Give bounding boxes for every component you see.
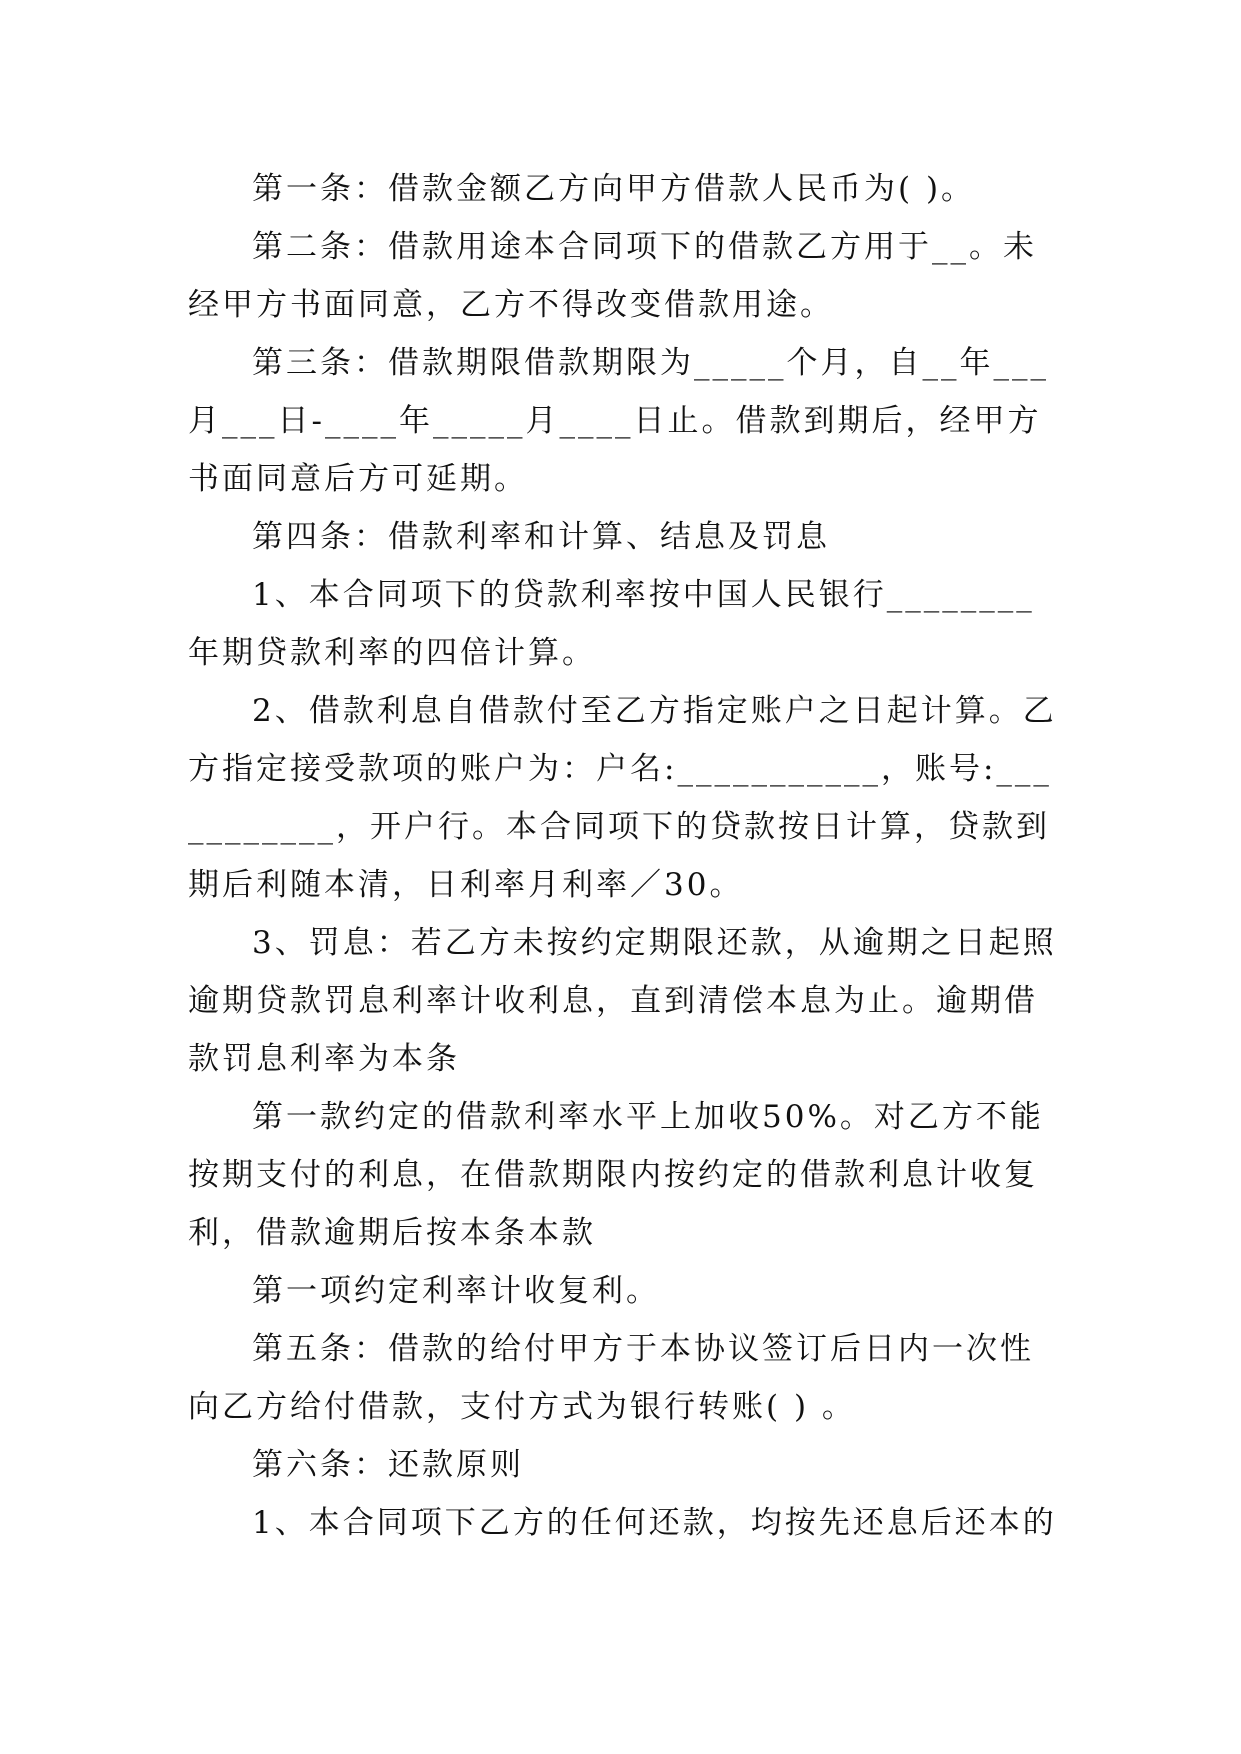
paragraph-article-4-item-3: 3、罚息：若乙方未按约定期限还款，从逾期之日起照逾期贷款罚息利率计收利息，直到清偿本息为止。逾期借款罚息利率为本条	[188, 925, 1057, 1077]
document-body	[188, 160, 1058, 1552]
paragraph-article-2: 第二条：借款用途本合同项下的借款乙方用于__。未经甲方书面同意，乙方不得改变借款用途。	[188, 229, 1037, 323]
paragraph-article-1: 第一条：借款金额乙方向甲方借款人民币为( )。	[252, 171, 976, 207]
paragraph-article-4-item-1: 1、本合同项下的贷款利率按中国人民银行________年期贷款利率的四倍计算。	[188, 577, 1035, 671]
paragraph-clause-1: 第一款约定的借款利率水平上加收50%。对乙方不能按期支付的利息，在借款期限内按约定的借款利息计收复利，借款逾期后按本条本款	[188, 1099, 1044, 1251]
paragraph-item-1: 第一项约定利率计收复利。	[252, 1273, 660, 1309]
paragraph-article-4: 第四条：借款利率和计算、结息及罚息	[252, 519, 830, 555]
paragraph-article-6-item-1: 1、本合同项下乙方的任何还款，均按先还息后还本的	[252, 1505, 1057, 1541]
paragraph-article-3: 第三条：借款期限借款期限为_____个月，自__年___月___日-____年_____月____日止。借款到期后，经甲方书面同意后方可延期。	[188, 345, 1049, 497]
paragraph-article-6: 第六条：还款原则	[252, 1447, 524, 1483]
paragraph-article-5: 第五条：借款的给付甲方于本协议签订后日内一次性向乙方给付借款，支付方式为银行转账( ) 。	[188, 1331, 1034, 1425]
paragraph-article-4-item-2: 2、借款利息自借款付至乙方指定账户之日起计算。乙方指定接受款项的账户为：户名:___________，账号:___________，开户行。本合同项下的贷款按日计算，贷款到期后利随本清，日利率月利率／30。	[188, 693, 1057, 903]
